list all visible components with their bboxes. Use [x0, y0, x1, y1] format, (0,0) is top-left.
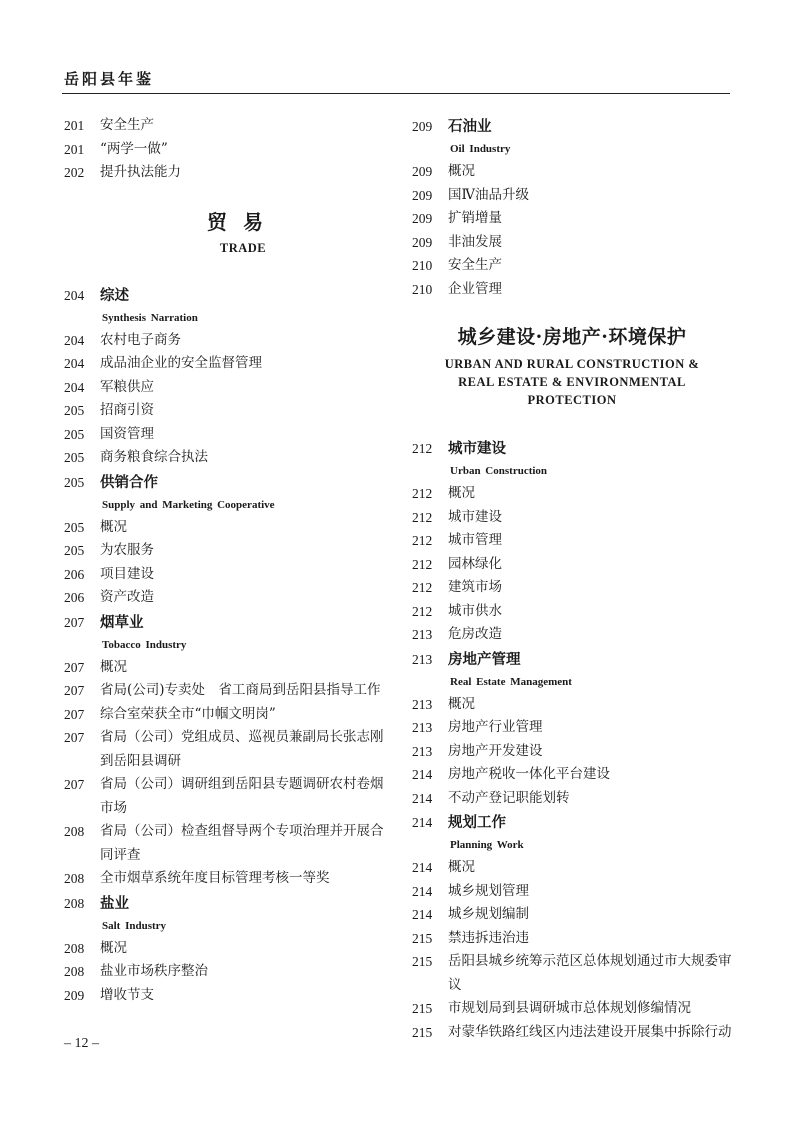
toc-entry-text: 房地产开发建设	[448, 742, 543, 759]
toc-page-number: 212	[412, 486, 433, 501]
toc-section-title: 规划工作	[448, 815, 506, 831]
toc-page-number: 205	[64, 474, 85, 490]
toc-section-title: 供销合作	[100, 474, 158, 491]
toc-page-number: 206	[64, 566, 85, 582]
toc-entry	[412, 787, 732, 811]
toc-entry-text: 全市烟草系统年度目标管理考核一等奖	[100, 870, 330, 886]
toc-entry	[412, 576, 732, 600]
toc-entry	[64, 446, 386, 470]
toc-entry	[64, 937, 386, 961]
toc-entry	[64, 516, 386, 540]
toc-entry	[64, 867, 386, 891]
toc-page-number: 212	[412, 441, 433, 456]
toc-section-english: Urban Construction	[450, 465, 548, 477]
toc-page-number: 214	[412, 883, 433, 899]
toc-entry-text: 省局（公司）检查组督导两个专项治理并开展合同评查	[100, 823, 384, 863]
toc-entry-text: 商务粮食综合执法	[100, 449, 208, 465]
toc-page-number: 215	[412, 1001, 433, 1016]
toc-entry	[64, 352, 386, 376]
toc-section-english: Real Estate Management	[450, 675, 572, 688]
toc-entry	[412, 740, 732, 764]
toc-section-heading	[64, 471, 386, 495]
toc-entry	[412, 623, 732, 647]
toc-entry-text: 增收节支	[100, 986, 154, 1003]
toc-entry	[412, 506, 732, 530]
toc-page-number: 205	[64, 519, 85, 535]
toc-entry	[64, 656, 386, 680]
toc-entry	[412, 997, 732, 1021]
toc-entry-text: 城乡规划编制	[448, 906, 529, 922]
toc-page-number: 210	[412, 258, 433, 273]
toc-entry-text: 招商引资	[100, 402, 154, 418]
toc-entry-text: 城市管理	[448, 532, 502, 548]
toc-page-number: 212	[412, 580, 433, 595]
toc-section-english: Supply and Marketing Cooperative	[102, 498, 275, 511]
toc-page-number: 215	[412, 954, 433, 969]
toc-page-number: 208	[64, 895, 85, 911]
chapter-title-en-line: REAL ESTATE & ENVIRONMENTAL	[458, 375, 686, 389]
toc-entry-text: 军粮供应	[100, 378, 154, 395]
toc-entry-text: 安全生产	[448, 257, 502, 273]
toc-page-number: 205	[64, 426, 85, 442]
toc-entry	[64, 679, 386, 703]
toc-section-english: Planning Work	[450, 839, 524, 851]
left-sections	[64, 284, 386, 1008]
toc-page-number: 210	[412, 281, 433, 297]
toc-entry	[64, 161, 386, 185]
toc-section-heading	[412, 648, 732, 672]
toc-entry-text: 概况	[448, 485, 475, 501]
toc-entry	[64, 960, 386, 984]
running-header: 岳阳县年鉴	[64, 70, 155, 88]
toc-section-heading	[412, 437, 732, 461]
toc-page-number: 206	[64, 590, 85, 605]
toc-section-heading	[412, 811, 732, 835]
toc-entry-text: 概况	[448, 859, 475, 875]
toc-entry-text: 禁违拆违治违	[448, 929, 529, 946]
toc-entry	[64, 329, 386, 353]
chapter-trade-heading	[100, 207, 386, 256]
toc-page-number: 214	[412, 767, 433, 782]
toc-page-number: 209	[412, 119, 433, 134]
toc-section-english: Synthesis Narration	[102, 311, 198, 324]
toc-entry-text: 概况	[100, 939, 127, 956]
toc-entry-text: 危房改造	[448, 626, 502, 642]
toc-entry	[412, 1021, 732, 1045]
toc-entry	[64, 820, 386, 867]
toc-entry-text: 房地产税收一体化平台建设	[448, 766, 610, 782]
toc-entry-text: 农村电子商务	[100, 331, 181, 348]
toc-entry	[412, 903, 732, 927]
toc-entry	[412, 207, 732, 231]
toc-page-number: 207	[64, 614, 85, 630]
toc-entry	[412, 600, 732, 624]
toc-page-number: 209	[412, 164, 433, 179]
toc-page-number: 201	[64, 118, 85, 133]
toc-page-number: 208	[64, 824, 85, 839]
toc-section-heading	[412, 115, 732, 139]
toc-page-number: 205	[64, 543, 85, 558]
chapter-urban-heading	[412, 323, 732, 409]
toc-page-number: 202	[64, 165, 85, 180]
toc-entry	[64, 539, 386, 563]
toc-page-number: 205	[64, 450, 85, 465]
toc-entry	[64, 726, 386, 773]
toc-entry-text: 项目建设	[100, 565, 154, 582]
toc-entry	[412, 482, 732, 506]
toc-entry-text: 不动产登记职能划转	[448, 789, 570, 806]
toc-section-english: Salt Industry	[102, 919, 167, 932]
toc-entry	[412, 160, 732, 184]
toc-entry	[412, 880, 732, 904]
toc-entry-text: 概况	[100, 658, 127, 675]
toc-page-number: 212	[412, 556, 433, 572]
toc-page-number: 204	[64, 287, 85, 303]
toc-page-number: 208	[64, 964, 85, 979]
toc-section-title: 房地产管理	[448, 651, 521, 668]
toc-entry-text: 资产改造	[100, 589, 154, 605]
toc-page-number: 214	[412, 790, 433, 806]
toc-entry-text: 城市建设	[448, 508, 502, 525]
toc-page-number: 201	[64, 141, 85, 157]
toc-page-number: 214	[412, 907, 433, 922]
toc-entry	[64, 563, 386, 587]
toc-entry-text: 国资管理	[100, 425, 154, 442]
toc-section-title: 盐业	[100, 895, 129, 912]
toc-page-number: 207	[64, 730, 85, 745]
toc-entry	[412, 927, 732, 951]
toc-entry-text: 成品油企业的安全监督管理	[100, 355, 262, 371]
toc-page-number: 207	[64, 706, 85, 722]
toc-entry-text: 园林绿化	[448, 555, 502, 572]
toc-entry-text: 市规划局到县调研城市总体规划修编情况	[448, 1000, 691, 1016]
toc-page-number: 209	[412, 187, 433, 203]
toc-page-number: 214	[412, 815, 433, 830]
toc-page-number: 213	[412, 720, 433, 735]
toc-entry-text: 城市供水	[448, 602, 502, 619]
toc-entry	[64, 114, 386, 138]
toc-entry	[64, 138, 386, 162]
toc-entry-text: 建筑市场	[448, 579, 502, 595]
toc-page-number: 213	[412, 651, 433, 667]
chapter-title-zh: 城乡建设·房地产·环境保护	[457, 326, 687, 348]
toc-section-english: Oil Industry	[450, 143, 511, 155]
toc-entry-text: “两学一做”	[100, 140, 168, 157]
toc-entry	[412, 693, 732, 717]
toc-section-heading	[64, 611, 386, 635]
toc-entry	[64, 703, 386, 727]
toc-section-heading	[64, 892, 386, 916]
toc-page-number: 212	[412, 603, 433, 619]
toc-entry-text: 概况	[100, 518, 127, 535]
left-top-entries	[64, 114, 386, 185]
header-rule	[62, 93, 730, 94]
left-column	[64, 114, 386, 1007]
toc-entry-text: 企业管理	[448, 280, 502, 297]
toc-entry-text: 国Ⅳ油品升级	[448, 186, 529, 203]
toc-entry-text: 城乡规划管理	[448, 882, 529, 899]
toc-page-number: 215	[412, 1024, 433, 1040]
toc-page-number: 213	[412, 627, 433, 642]
toc-page-number: 204	[64, 379, 85, 395]
toc-entry-text: 综合室荣获全市“巾帼文明岗”	[100, 705, 276, 722]
toc-entry	[412, 950, 732, 997]
toc-entry-text: 概况	[448, 163, 475, 179]
toc-page-number: 209	[412, 211, 433, 226]
toc-entry-text: 提升执法能力	[100, 164, 181, 180]
toc-entry-text: 对蒙华铁路红线区内违法建设开展集中拆除行动	[448, 1023, 732, 1040]
toc-entry	[412, 716, 732, 740]
toc-entry	[412, 553, 732, 577]
right-column	[412, 114, 732, 1044]
toc-entry-text: 省局（公司）调研组到岳阳县专题调研农村卷烟市场	[100, 776, 384, 816]
toc-entry-text: 非油发展	[448, 233, 502, 250]
toc-entry-text: 安全生产	[100, 117, 154, 133]
toc-page-number: 204	[64, 356, 85, 371]
toc-section-title: 烟草业	[100, 614, 144, 631]
toc-page-number: 215	[412, 930, 433, 946]
toc-entry	[412, 231, 732, 255]
toc-entry	[64, 376, 386, 400]
chapter-title-zh: 贸易	[207, 209, 279, 234]
toc-entry-text: 省局（公司）党组成员、巡视员兼副局长张志刚到岳阳县调研	[100, 729, 384, 769]
toc-section-title: 城市建设	[448, 441, 506, 457]
toc-entry-text: 盐业市场秩序整治	[100, 963, 208, 979]
toc-entry	[412, 529, 732, 553]
chapter-title-en-line: PROTECTION	[527, 393, 617, 407]
toc-entry-text: 岳阳县城乡统筹示范区总体规划通过市大规委审议	[448, 953, 732, 993]
toc-section-title: 综述	[100, 287, 129, 304]
page-number: – 12 –	[64, 1036, 99, 1051]
chapter-title-en-line: URBAN AND RURAL CONSTRUCTION &	[444, 357, 700, 371]
toc-page-number: 205	[64, 403, 85, 418]
toc-section-heading	[64, 284, 386, 308]
toc-page-number: 208	[64, 871, 85, 886]
toc-entry-text: 为农服务	[100, 542, 154, 558]
toc-page-number: 204	[64, 332, 85, 348]
toc-entry	[64, 399, 386, 423]
toc-entry	[412, 278, 732, 302]
toc-page-number: 213	[412, 743, 433, 759]
toc-page-number: 213	[412, 696, 433, 712]
toc-entry-text: 概况	[448, 695, 475, 712]
toc-page-number: 212	[412, 533, 433, 548]
toc-entry-text: 房地产行业管理	[448, 719, 543, 735]
toc-page-number: 208	[64, 940, 85, 956]
right-top-sections	[412, 115, 732, 301]
toc-entry	[412, 856, 732, 880]
toc-entry	[64, 586, 386, 610]
toc-page-number: 209	[64, 987, 85, 1003]
toc-page-number: 207	[64, 659, 85, 675]
chapter-title-en: TRADE	[219, 240, 267, 255]
toc-entry	[412, 184, 732, 208]
toc-entry-text: 扩销增量	[448, 210, 502, 226]
toc-entry	[64, 984, 386, 1008]
toc-entry	[64, 773, 386, 820]
toc-page-number: 207	[64, 777, 85, 792]
toc-entry	[412, 254, 732, 278]
toc-section-english: Tobacco Industry	[102, 638, 187, 651]
toc-page-number: 214	[412, 860, 433, 875]
toc-entry-text: 省局(公司)专卖处 省工商局到岳阳县指导工作	[100, 682, 381, 698]
toc-section-title: 石油业	[448, 119, 492, 135]
right-sections	[412, 437, 732, 1044]
toc-entry	[412, 763, 732, 787]
toc-page-number: 207	[64, 683, 85, 698]
chapter-title-en	[412, 355, 732, 409]
toc-page-number: 212	[412, 509, 433, 525]
toc-page-number: 209	[412, 234, 433, 250]
toc-entry	[64, 423, 386, 447]
